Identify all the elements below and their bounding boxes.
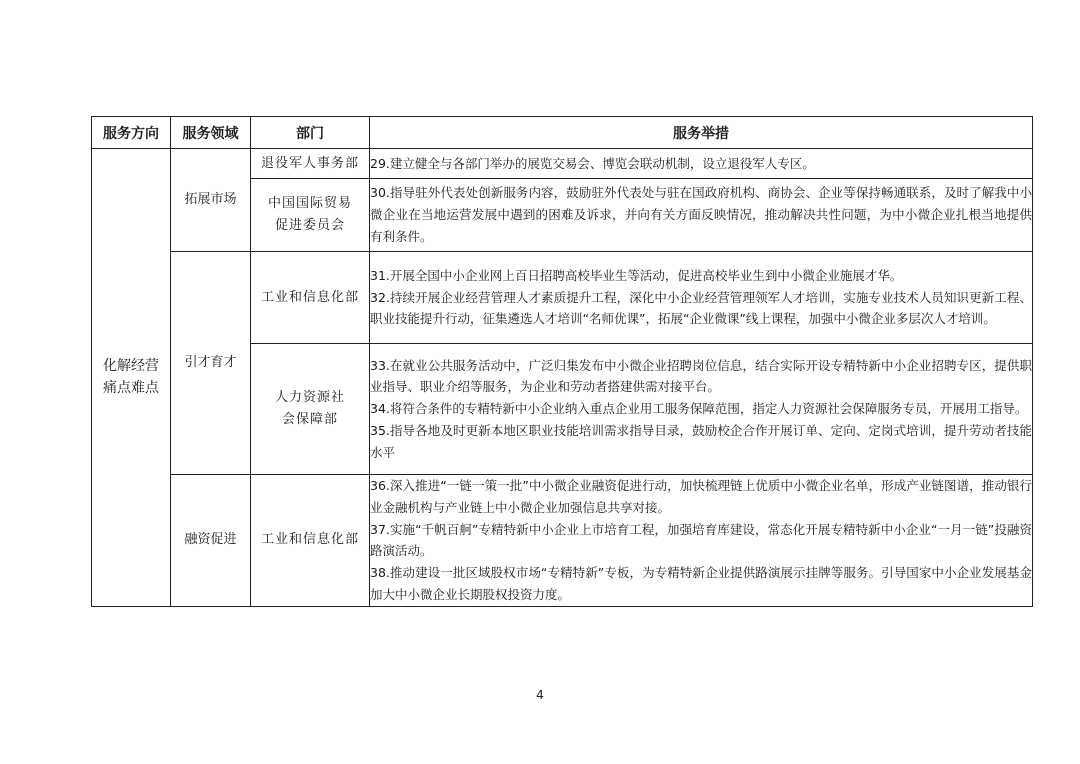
- department-label: 工业和信息化部: [260, 289, 359, 305]
- table-row: [92, 252, 1033, 344]
- measure-item: 29.建立健全与各部门举办的展览交易会、博览会联动机制，设立退役军人专区。: [370, 155, 815, 171]
- measure-item: 35.指导各地及时更新本地区职业技能培训需求指导目录，鼓励校企合作开展订单、定向、定岗式培训，提升劳动者技能水平: [370, 422, 1032, 460]
- policy-table: [91, 116, 1033, 607]
- measure-item: 31.开展全国中小企业网上百日招聘高校毕业生等活动，促进高校毕业生到中小微企业施展才华。: [370, 267, 903, 283]
- field-cell-market: [171, 149, 251, 252]
- measure-item: 36.深入推进“一链一策一批”中小微企业融资促进行动，加快梳理链上优质中小微企业名单，形成产业链图谱，推动银行业金融机构与产业链上中小微企业加强信息共享对接。: [370, 478, 1032, 515]
- measure-item: 34.将符合条件的专精特新中小企业纳入重点企业用工服务保障范围，指定人力资源社会保障服务专员，开展用工指导。: [370, 401, 1028, 417]
- page-number: 4: [536, 688, 544, 702]
- header-field: 服务领域: [171, 117, 251, 149]
- measures-cell: [370, 149, 1033, 179]
- measure-item: 37.实施“千帆百舸”专精特新中小企业上市培育工程，加强培育库建设，常态化开展专精特新中小企业“一月一链”投融资路演活动。: [370, 521, 1032, 559]
- department-cell: [251, 252, 370, 344]
- measure-item: 33.在就业公共服务活动中，广泛归集发布中小微企业招聘岗位信息，结合实际开设专精特新中小企业招聘专区，提供职业指导、职业介绍等服务，为企业和劳动者搭建供需对接平台。: [370, 357, 1032, 395]
- department-cell: [251, 344, 370, 475]
- department-cell: [251, 475, 370, 607]
- department-cell: [251, 179, 370, 252]
- field-label: 融资促进: [184, 532, 237, 548]
- field-label: 引才育才: [184, 355, 237, 370]
- measure-item: 30.指导驻外代表处创新服务内容，鼓励驻外代表处与驻在国政府机构、商协会、企业等保持畅通联系，及时了解我中小微企业在当地运营发展中遇到的困难及诉求，并向有关方面反映情况，推动解决共性问题，为中小微企业扎根当地提供有利条件。: [370, 185, 1032, 244]
- header-measures: 服务举措: [370, 117, 1033, 149]
- measure-item: 38.推动建设一批区域股权市场“专精特新”专板，为专精特新企业提供路演展示挂牌等服务。引导国家中小企业发展基金加大中小微企业长期股权投资力度。: [370, 565, 1032, 602]
- table-row: [92, 149, 1033, 179]
- direction-text: 化解经营痛点难点: [103, 358, 159, 397]
- measures-cell: [370, 252, 1033, 344]
- department-label: 中国国际贸易促进委员会: [267, 196, 352, 233]
- measures-cell: [370, 475, 1033, 607]
- header-direction: 服务方向: [92, 117, 171, 149]
- header-department: 部门: [251, 117, 370, 149]
- measure-item: 32.持续开展企业经营管理人才素质提升工程，深化中小企业经营管理领军人才培训，实施专业技术人员知识更新工程、职业技能提升行动，征集遴选人才培训“名师优课”，拓展“企业微课”线上课程，加强中小微企业多层次人才培训。: [370, 289, 1032, 327]
- table-header-row: [92, 117, 1033, 149]
- field-label: 拓展市场: [184, 192, 237, 207]
- department-cell: [251, 149, 370, 179]
- measures-cell: [370, 344, 1033, 475]
- department-label: 工业和信息化部: [260, 532, 359, 548]
- department-label: 人力资源社会保障部: [274, 390, 345, 427]
- measures-cell: [370, 179, 1033, 252]
- field-cell-talent: [171, 252, 251, 475]
- table-row: [92, 475, 1033, 607]
- department-label: 退役军人事务部: [260, 155, 359, 171]
- field-cell-finance: [171, 475, 251, 607]
- direction-cell: [92, 149, 171, 607]
